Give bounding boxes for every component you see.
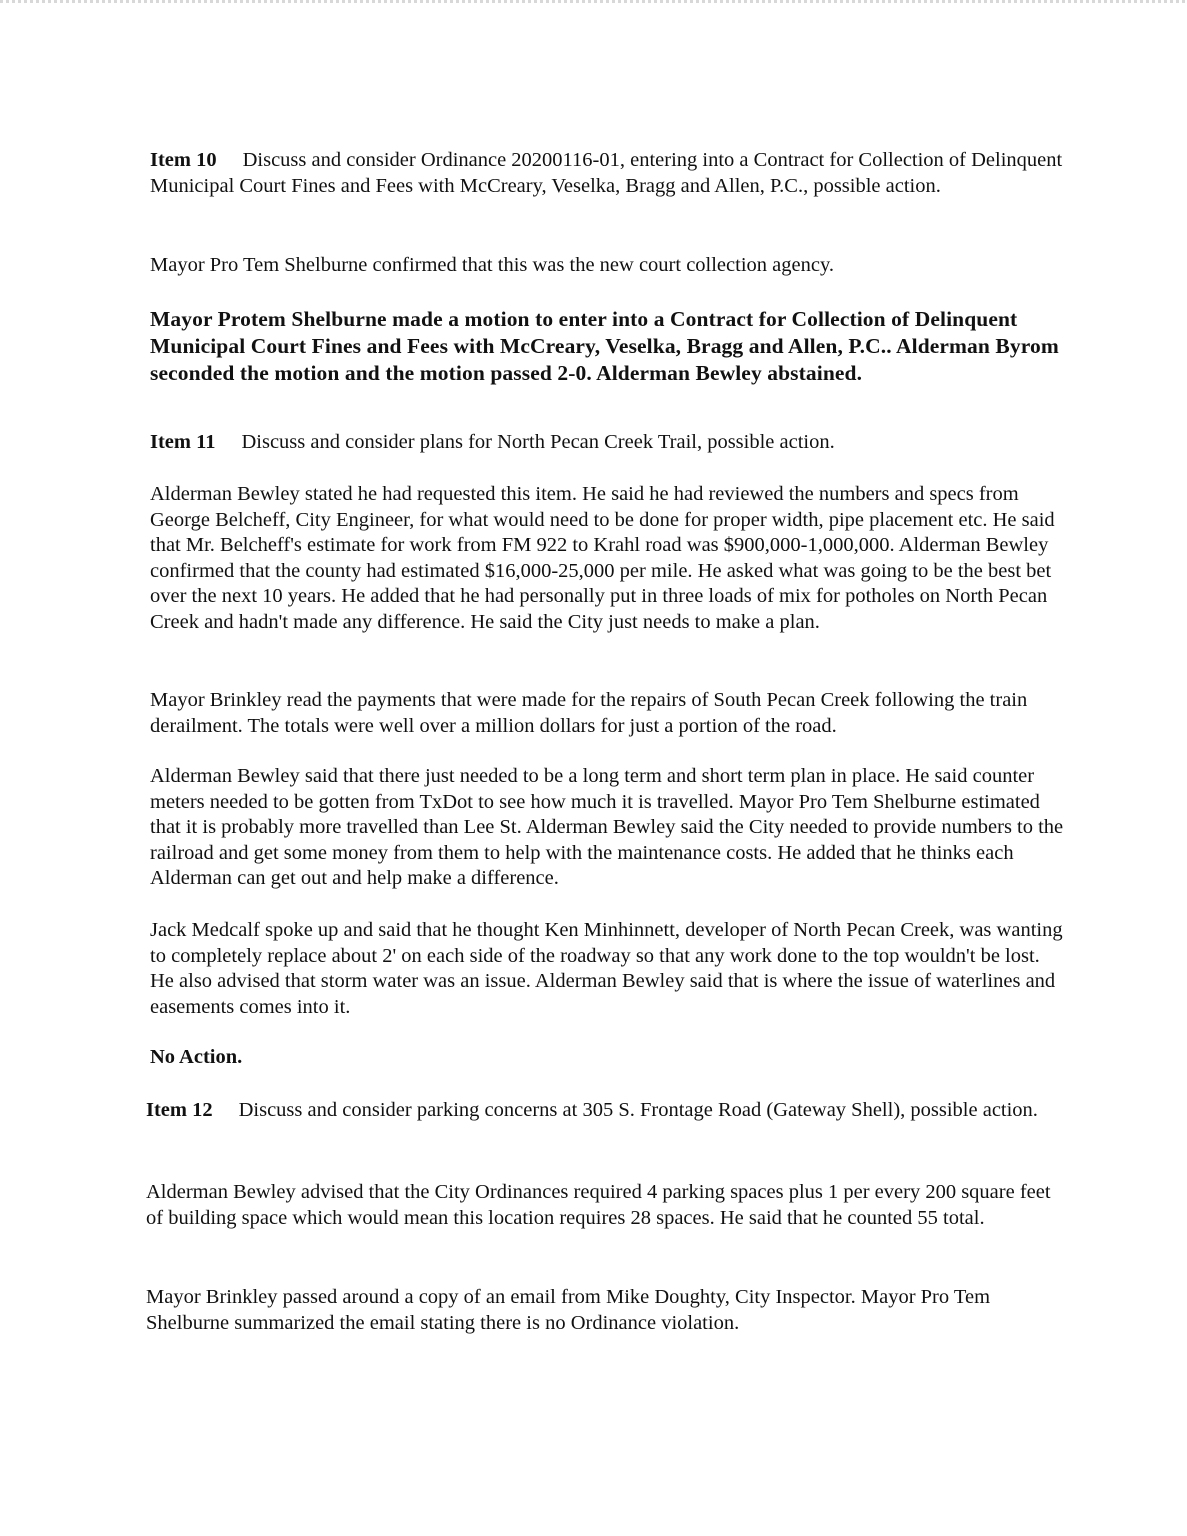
- item-11-paragraph-1: Alderman Bewley stated he had requested this item. He said he had reviewed the numbers and specs from George Belcheff, City Engineer, for what would need to be done for proper width, pipe placement etc. He said that Mr. Belcheff's estimate for work from FM 922 to Krahl road was $900,000-1,000,000. Alderman Bewley confirmed that the county had estimated $16,000-25,000 per mile. He asked what was going to be the best bet over the next 10 years. He added that he had personally put in three loads of mix for potholes on North Pecan Creek and hadn't made any difference. He said the City just needs to make a plan.: [150, 483, 1055, 633]
- item-10-description: Discuss and consider Ordinance 20200116-01, entering into a Contract for Collection of Delinquent Municipal Court Fines and Fees with McCreary, Veselka, Bragg and Allen, P.C., possible action.: [150, 149, 1063, 197]
- item-10-motion: Mayor Protem Shelburne made a motion to enter into a Contract for Collection of Delinquent Municipal Court Fines and Fees with McCreary, Veselka, Bragg and Allen, P.C.. Alderman Byrom seconded the motion and the motion passed 2-0. Alderman Bewley abstained.: [150, 307, 1059, 385]
- item-12-description: Discuss and consider parking concerns at 305 S. Frontage Road (Gateway Shell), possible action.: [238, 1099, 1038, 1121]
- item-11-action: No Action.: [150, 1046, 243, 1068]
- item-12-paragraph-2: Mayor Brinkley passed around a copy of an email from Mike Doughty, City Inspector. Mayor Pro Tem Shelburne summarized the email stating there is no Ordinance violation.: [146, 1286, 991, 1334]
- item-11-paragraph-2: Mayor Brinkley read the payments that were made for the repairs of South Pecan Creek following the train derailment. The totals were well over a million dollars for just a portion of the road.: [150, 689, 1028, 737]
- item-10-note: Mayor Pro Tem Shelburne confirmed that this was the new court collection agency.: [150, 254, 834, 276]
- item-12-label: Item 12: [146, 1099, 213, 1121]
- item-10-heading: [150, 148, 1065, 199]
- item-11-description: Discuss and consider plans for North Pecan Creek Trail, possible action.: [241, 431, 835, 453]
- item-12-heading: [146, 1098, 1061, 1124]
- scan-edge: [0, 0, 1187, 3]
- item-11-heading: [150, 430, 1065, 456]
- item-11-label: Item 11: [150, 431, 216, 453]
- item-11-paragraph-4: Jack Medcalf spoke up and said that he thought Ken Minhinnett, developer of North Pecan Creek, was wanting to completely replace about 2' on each side of the roadway so that any work done to the top wouldn't be lost. He also advised that storm water was an issue. Alderman Bewley said that is where the issue of waterlines and easements comes into it.: [150, 919, 1063, 1018]
- item-12-paragraph-1: Alderman Bewley advised that the City Ordinances required 4 parking spaces plus 1 per every 200 square feet of building space which would mean this location requires 28 spaces. He said that he counted 55 total.: [146, 1181, 1051, 1229]
- item-10-label: Item 10: [150, 149, 217, 171]
- item-11-paragraph-3: Alderman Bewley said that there just needed to be a long term and short term plan in place. He said counter meters needed to be gotten from TxDot to see how much it is travelled. Mayor Pro Tem Shelburne estimated that it is probably more travelled than Lee St. Alderman Bewley said the City needed to provide numbers to the railroad and get some money from them to help with the maintenance costs. He added that he thinks each Alderman can get out and help make a difference.: [150, 765, 1064, 890]
